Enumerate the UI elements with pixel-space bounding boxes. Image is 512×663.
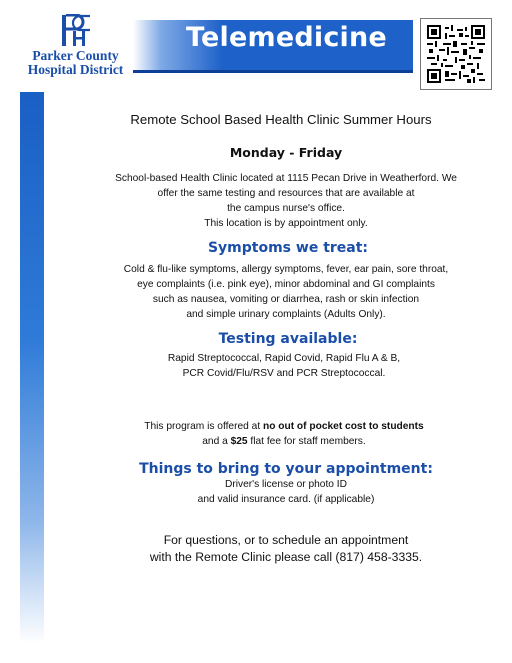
bring-heading: Things to bring to your appointment: xyxy=(139,461,433,477)
symptoms-line: and simple urinary complaints (Adults Only). xyxy=(186,309,386,320)
testing-line: Rapid Streptococcal, Rapid Covid, Rapid Flu A & B, xyxy=(167,353,401,364)
location-line: School-based Health Clinic located at 1115 Pecan Drive in Weatherford. We xyxy=(115,173,457,184)
bring-line: and valid insurance card. (if applicable) xyxy=(197,494,375,505)
qr-code-icon xyxy=(427,25,485,83)
program-line xyxy=(28,419,512,434)
symptoms-line: such as nausea, vomiting or diarrhea, rash or skin infection xyxy=(152,294,420,305)
days-heading: Monday - Friday xyxy=(229,145,343,160)
contact-line: For questions, or to schedule an appointment xyxy=(163,533,409,547)
program-text: This program is offered at xyxy=(144,421,263,432)
testing-line: PCR Covid/Flu/RSV and PCR Streptococcal. xyxy=(182,368,386,379)
staff-fee: $25 xyxy=(230,436,248,447)
qr-code-frame[interactable] xyxy=(420,18,492,90)
location-line: offer the same testing and resources that are available at xyxy=(157,188,415,199)
banner-title: Telemedicine xyxy=(186,22,387,53)
contact-phone-line: with the Remote Clinic please call (817) 458-3335. xyxy=(149,550,423,564)
contact-paragraph xyxy=(30,532,512,566)
testing-heading: Testing available: xyxy=(218,331,358,347)
symptoms-line: Cold & flu-like symptoms, allergy symptoms, fever, ear pain, sore throat, xyxy=(123,264,449,275)
clinic-heading: Remote School Based Health Clinic Summer Hours xyxy=(130,112,432,127)
symptoms-paragraph xyxy=(30,262,512,322)
location-line: the campus nurse's office. xyxy=(227,203,345,214)
pchd-logo-mark xyxy=(60,14,92,48)
program-text: and a xyxy=(202,436,231,447)
program-line xyxy=(28,434,512,449)
location-line: This location is by appointment only. xyxy=(204,218,368,229)
symptoms-line: eye complaints (i.e. pink eye), minor abdominal and GI complaints xyxy=(137,279,435,290)
logo-name-line2: Hospital District xyxy=(27,62,124,77)
program-text: flat fee for staff members. xyxy=(247,436,366,447)
bring-line: Driver's license or photo ID xyxy=(225,479,347,490)
location-paragraph xyxy=(30,171,512,231)
program-paragraph xyxy=(28,419,512,449)
symptoms-heading: Symptoms we treat: xyxy=(207,240,369,256)
bring-paragraph xyxy=(30,477,512,507)
testing-paragraph xyxy=(28,351,512,381)
logo-name-line1: Parker County xyxy=(32,48,119,63)
program-emphasis: no out of pocket cost to students xyxy=(262,421,424,432)
hospital-logo xyxy=(18,14,133,78)
